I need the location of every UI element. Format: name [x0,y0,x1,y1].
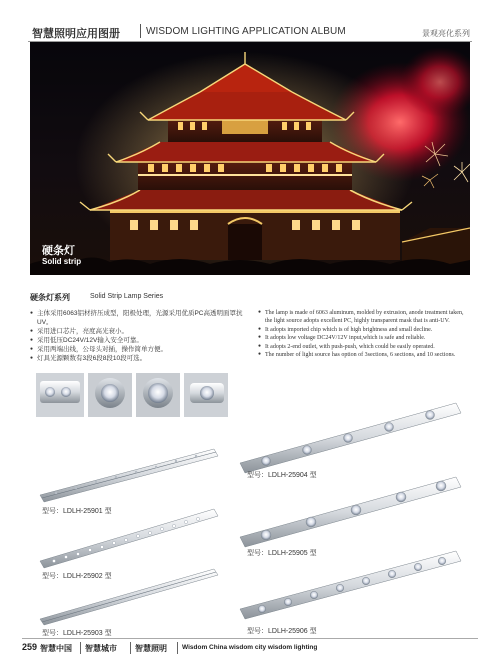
hero-photo [30,42,470,275]
footer-cn-1: 智慧中国 [40,644,72,653]
lamp-bar-25905 [240,477,461,547]
album-title-en: WISDOM LIGHTING APPLICATION ALBUM [146,26,346,37]
hero-caption-en: Solid strip [42,257,82,266]
feature-item: ● It adopts low voltage DC24V/12V input,which is safe and reliable. [258,334,472,342]
hero-caption-cn: 硬条灯 [42,245,75,257]
footer-separator [130,642,131,654]
footer-separator [177,642,178,654]
feature-item: ● 采用两端出线，公母头对插，操作简单方便。 [30,345,255,354]
series-label: 景观亮化系列 [422,29,470,38]
lamp-bar-25906 [240,551,461,619]
album-title-cn: 智慧照明应用图册 [32,28,120,40]
footer-cn-3: 智慧照明 [135,644,167,653]
lamp-bar-25901 [40,449,218,502]
features-list-en [258,309,472,359]
lamp-product-illustrations [36,373,476,635]
page-header [28,22,472,42]
feature-item: ● It adopts imported chip which is of high brightness and small decline. [258,326,472,334]
section-title-en: Solid Strip Lamp Series [90,293,164,300]
footer-en: Wisdom China wisdom city wisdom lighting [182,644,318,651]
model-label-25901: 型号：LDLH-25901 型 [42,508,112,515]
illuminated-tower-illustration [30,42,470,275]
feature-item: ● It adopts 2-end outlet, with push-push, which could be easily operated. [258,343,472,351]
footer-divider [22,638,478,639]
feature-item: ● 采用进口芯片，亮度高光衰小。 [30,327,255,336]
footer-separator [80,642,81,654]
feature-item: ● The lamp is made of 6063 aluminum, molded by extrusion, anode treatment taken, the light source adopts excellent PC, highly transparent mask that is anti-UV. [258,309,472,326]
footer-cn-2: 智慧城市 [85,644,117,653]
section-title-cn: 硬条灯系列 [30,293,70,302]
feature-item: ● 采用低压DC24V/12V输入安全可靠。 [30,336,255,345]
feature-item: ● 主体采用6063铝材挤压成型，阳极处理，光源采用优质PC高透明面罩抗UV。 [30,309,255,327]
feature-item: ● 灯具光源颗数有3段6段8段10段可选。 [30,354,255,363]
model-label-25902: 型号：LDLH-25902 型 [42,573,112,580]
feature-item: ● The number of light source has option of 3sections, 6 sections, and 10 sections. [258,351,472,359]
model-label-25904: 型号：LDLH-25904 型 [247,472,317,479]
header-divider [140,24,141,38]
lamp-bar-25902 [40,509,218,568]
features-list-cn [30,309,255,363]
model-label-25906: 型号：LDLH-25906 型 [247,628,317,635]
model-label-25905: 型号：LDLH-25905 型 [247,550,317,557]
lamp-bar-25904 [240,403,461,473]
lamp-closeup-photos [36,373,228,417]
page-number: 259 [22,642,38,652]
model-label-25903: 型号：LDLH-25903 型 [42,630,112,637]
